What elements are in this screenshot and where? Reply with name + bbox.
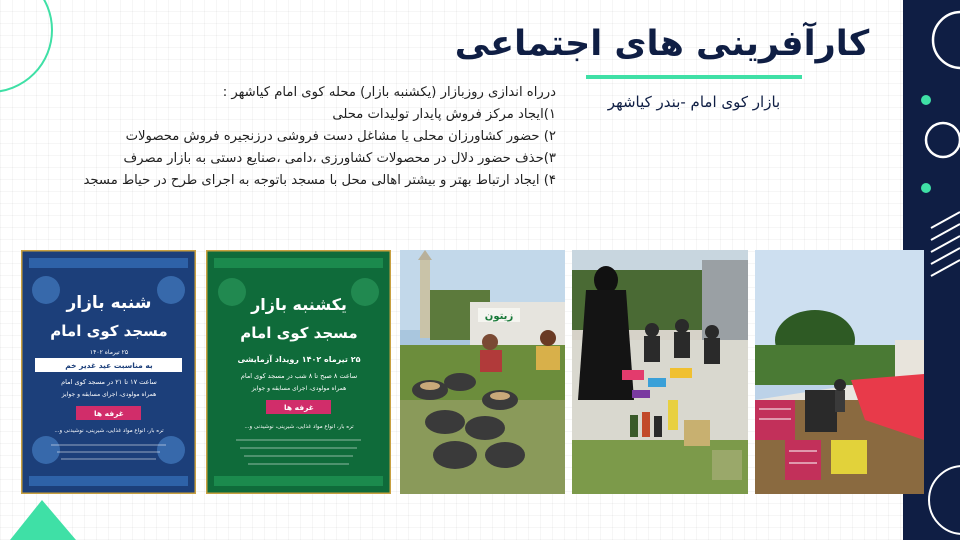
body-text [22, 82, 556, 192]
point-1: ۱)ایجاد مرکز فروش پایدار تولیدات محلی [332, 107, 556, 122]
poster-2-title-a: یکشنبه بازار [251, 295, 347, 314]
poster-1-items: تره بار، انواع مواد غذایی، شیرینی، نوشیدنی و... [54, 428, 164, 434]
poster-blue [21, 250, 196, 494]
intro-line: درراه اندازی روزبازار (یکشنبه بازار) محله کوی امام کیاشهر : [222, 85, 556, 100]
point-4: ۴) ایجاد ارتباط بهتر و بیشتر اهالی محل با مسجد باتوجه به اجرای طرح در حیاط مسجد [83, 173, 556, 188]
photo-handicraft-baskets-image [755, 250, 924, 494]
poster-1-extras: همراه مولودی، اجرای مسابقه و جوایز [61, 391, 157, 398]
photo-women-vendors [572, 250, 748, 494]
poster-2-extras: همراه مولودی، اجرای مسابقه و جوایز [251, 385, 347, 392]
slide-subtitle: بازار کوی امام -بندر کیاشهر [607, 93, 781, 111]
poster-1-ribbon: به مناسبت عید غدیر خم [65, 361, 153, 370]
photo-women-vendors-image [572, 250, 748, 494]
poster-2-time: ساعت ۸ صبح تا ۸ شب در مسجد کوی امام [240, 372, 358, 380]
poster-1-booths: غرفه ها [94, 409, 124, 418]
title-underline [586, 75, 802, 79]
poster-1-title-b: مسجد کوی امام [50, 322, 168, 340]
poster-2-title-b: مسجد کوی امام [240, 324, 358, 342]
photo-handicraft-baskets [755, 250, 924, 494]
stall-sign: زیتون [484, 311, 514, 322]
poster-green-image [206, 250, 391, 494]
poster-2-date: ۲۵ تیرماه ۱۴۰۲ رویداد آزمایشی [237, 355, 361, 364]
triangle-decoration [0, 492, 80, 540]
poster-1-date: ۲۵ تیرماه ۱۴۰۲ [89, 349, 129, 356]
point-3: ۳)حذف حضور دلال در محصولات کشاورزی ،دامی ،صنایع دستی به بازار مصرف [123, 151, 556, 166]
poster-2-booths: غرفه ها [284, 403, 314, 412]
poster-2-items: تره بار، انواع مواد غذایی، شیرینی، نوشیدنی و... [244, 424, 354, 430]
photo-market-vendors-image [400, 250, 565, 494]
poster-green [206, 250, 391, 494]
poster-blue-image [21, 250, 196, 494]
point-2: ۲) حضور کشاورزان محلی یا مشاغل دست فروشی درزنجیره فروش محصولات [125, 129, 556, 144]
poster-1-time: ساعت ۱۷ تا ۲۱ در مسجد کوی امام [61, 378, 157, 386]
poster-1-title-a: شنبه بازار [66, 293, 152, 313]
slide-title: کارآفرینی های اجتماعی [454, 24, 870, 64]
photo-market-vendors [400, 250, 565, 494]
